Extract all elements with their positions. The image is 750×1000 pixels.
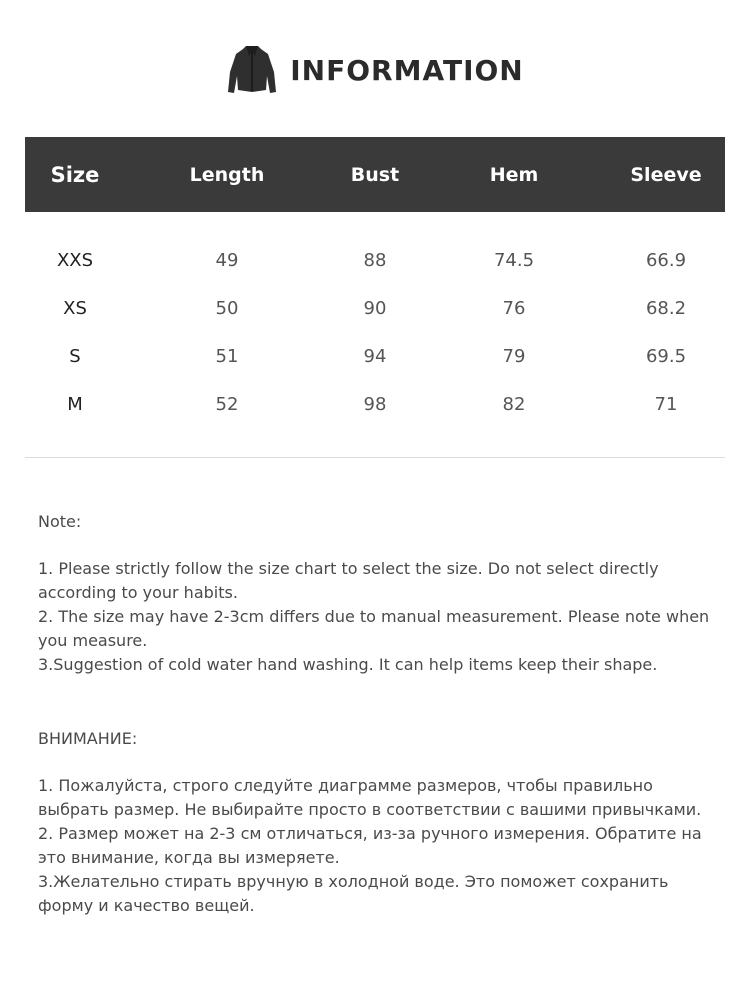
column-header-length: Length (189, 163, 265, 186)
note-item: 2. The size may have 2-3cm differs due to manual measurement. Please note when you measure. (38, 607, 710, 650)
length-cell: 49 (215, 249, 239, 271)
note-heading-ru: ВНИМАНИЕ: (38, 729, 138, 748)
section-divider (25, 457, 725, 458)
column-header-hem: Hem (489, 163, 539, 186)
note-item: 1. Please strictly follow the size chart to select the size. Do not select directly according to your habits. (38, 559, 659, 602)
note-list-ru (38, 774, 718, 918)
bust-cell: 94 (363, 345, 387, 367)
page-title: INFORMATION (290, 53, 524, 87)
length-cell: 50 (215, 297, 239, 319)
column-header-sleeve: Sleeve (630, 163, 702, 186)
sleeve-cell: 69.5 (645, 345, 687, 367)
page-header (0, 40, 750, 100)
table-row (25, 380, 725, 428)
bust-cell: 88 (363, 249, 387, 271)
jacket-icon (226, 42, 278, 98)
column-header-size: Size (50, 162, 100, 187)
table-row (25, 332, 725, 380)
note-item: 3.Желательно стирать вручную в холодной воде. Это поможет сохранить форму и качество вещей. (38, 872, 669, 915)
column-header-bust: Bust (350, 163, 400, 186)
size-cell: XXS (56, 249, 94, 271)
note-item: 3.Suggestion of cold water hand washing. It can help items keep their shape. (38, 655, 658, 674)
size-cell: XS (63, 297, 87, 319)
sleeve-cell: 68.2 (645, 297, 687, 319)
table-row (25, 236, 725, 284)
hem-cell: 74.5 (493, 249, 535, 271)
note-heading-en: Note: (38, 512, 82, 531)
length-cell: 52 (215, 393, 239, 415)
length-cell: 51 (215, 345, 239, 367)
size-table-header (25, 137, 725, 212)
hem-cell: 82 (502, 393, 526, 415)
hem-cell: 79 (502, 345, 526, 367)
size-cell: M (67, 393, 83, 415)
bust-cell: 98 (363, 393, 387, 415)
note-list-en (38, 557, 718, 677)
sleeve-cell: 71 (654, 393, 678, 415)
sleeve-cell: 66.9 (645, 249, 687, 271)
table-row (25, 284, 725, 332)
bust-cell: 90 (363, 297, 387, 319)
size-cell: S (69, 345, 81, 367)
note-item: 2. Размер может на 2-3 см отличаться, из-за ручного измерения. Обратите на это внимание, когда вы измеряете. (38, 824, 702, 867)
size-table-body (25, 236, 725, 428)
note-item: 1. Пожалуйста, строго следуйте диаграмме размеров, чтобы правильно выбрать размер. Не выбирайте просто в соответствии с вашими привычками. (38, 776, 702, 819)
hem-cell: 76 (502, 297, 526, 319)
